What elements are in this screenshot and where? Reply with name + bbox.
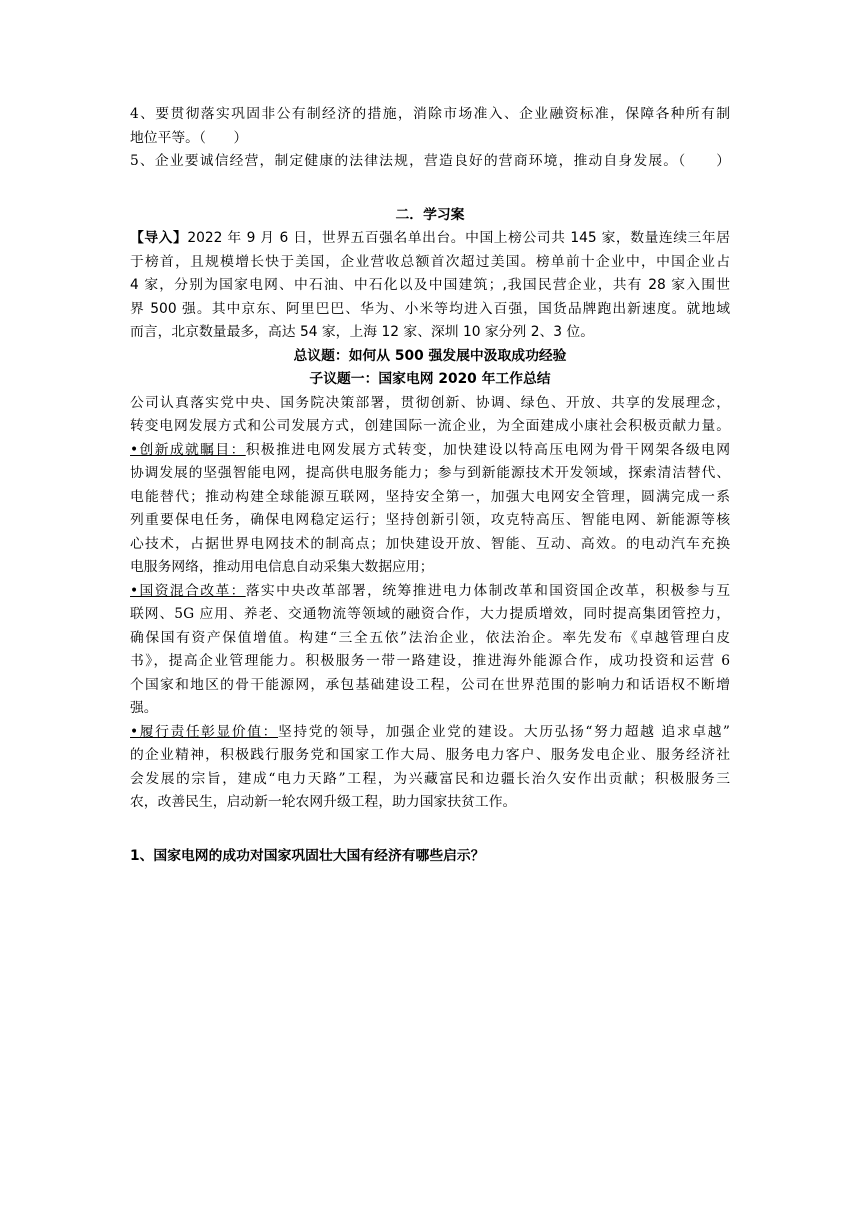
reform-line-6: 强。 xyxy=(130,700,158,716)
responsibility-label: •履行责任彰显价值： xyxy=(130,723,279,740)
summary-line-2: 转变电网发展方式和公司发展方式，创建国际一流企业，为全面建成小康社会积极贡献力量。 xyxy=(130,418,730,434)
innovation-line-2: 协调发展的坚强智能电网，提高供电服务能力；参与到新能源技术开发领域，探索清洁替代、 xyxy=(130,465,730,481)
intro-line-1 xyxy=(130,227,730,251)
document-page xyxy=(130,103,730,868)
innovation-line-4: 列重要保电任务，确保电网稳定运行；坚持创新引领，攻克特高压、智能电网、新能源等核 xyxy=(130,512,730,528)
reform-line-3: 确保国有资产保值增值。构建“三全五依”法治企业，依法治企。率先发布《卓越管理白皮 xyxy=(130,629,730,646)
reform-line-5: 个国家和地区的骨干能源网，承包基础建设工程，公司在世界范围的影响力和话语权不断增 xyxy=(130,676,730,693)
intro-line-5: 而言，北京数量最多，高达 54 家，上海 12 家、深圳 10 家分列 2、3 位。 xyxy=(130,324,595,340)
main-topic: 总议题：如何从 500 强发展中汲取成功经验 xyxy=(293,347,567,364)
sub-topic: 子议题一：国家电网 2020 年工作总结 xyxy=(309,371,551,387)
reform-line-2: 联网、5G 应用、养老、交通物流等领域的融资合作，大力提质增效，同时提高集团管控力， xyxy=(130,606,730,622)
responsibility-line-3: 会发展的宗旨，建成“电力天路”工程，为兴藏富民和边疆长治久安作出贡献；积极服务三 xyxy=(130,770,730,787)
responsibility-text-1: 坚持党的领导，加强企业党的建设。大历弘扬“努力超越 追求卓越” xyxy=(278,723,730,740)
intro-line-3: 4 家，分别为国家电网、中石油、中石化以及中国建筑；,我国民营企业，共有 28 家入围世 xyxy=(130,277,730,293)
reform-line-1 xyxy=(130,580,730,604)
innovation-line-6: 电服务网络，推动用电信息自动采集大数据应用； xyxy=(130,559,434,575)
innovation-line-1 xyxy=(130,439,730,463)
innovation-line-3: 电能替代；推动构建全球能源互联网，坚持安全第一，加强大电网安全管理，圆满完成一系 xyxy=(130,488,730,505)
reform-label: •国资混合改革： xyxy=(130,582,246,599)
responsibility-line-1 xyxy=(130,721,730,745)
intro-line-2: 于榜首，且规模增长快于美国，企业营收总额首次超过美国。榜单前十企业中，中国企业占 xyxy=(130,253,730,270)
innovation-text-1: 积极推进电网发展方式转变，加快建设以特高压电网为骨干网架各级电网 xyxy=(245,441,730,458)
intro-text-1: 2022 年 9 月 6 日，世界五百强名单出台。中国上榜公司共 145 家，数量连续三年居 xyxy=(187,230,731,246)
intro-line-4: 界 500 强。其中京东、阿里巴巴、华为、小米等均进入百强，国货品牌跑出新速度。就地域 xyxy=(130,300,730,317)
item-4-line-1: 4、要贯彻落实巩固非公有制经济的措施，消除市场准入、企业融资标准，保障各种所有制 xyxy=(130,106,730,122)
innovation-line-5: 心技术，占据世界电网技术的制高点；加快建设开放、智能、互动、高效。的电动汽车充换 xyxy=(130,535,730,552)
summary-line-1: 公司认真落实党中央、国务院决策部署，贯彻创新、协调、绿色、开放、共享的发展理念， xyxy=(130,394,730,411)
question-1: 1、国家电网的成功对国家巩固壮大国有经济有哪些启示？ xyxy=(130,847,485,864)
responsibility-line-4: 农，改善民生，启动新一轮农网升级工程，助力国家扶贫工作。 xyxy=(130,794,517,810)
responsibility-line-2: 的企业精神，积极践行服务党和国家工作大局、服务电力客户、服务发电企业、服务经济社 xyxy=(130,747,730,763)
item-5: 5、企业要诚信经营，制定健康的法律法规，营造良好的营商环境，推动自身发展。（ ） xyxy=(130,153,730,169)
section-title: 二．学习案 xyxy=(395,206,465,223)
item-4-line-2: 地位平等。（ ） xyxy=(130,129,248,146)
reform-line-4: 书》，提高企业管理能力。积极服务一带一路建设，推进海外能源合作，成功投资和运营 6 xyxy=(130,653,730,669)
reform-text-1: 落实中央改革部署，统筹推进电力体制改革和国资国企改革，积极参与互 xyxy=(245,582,730,599)
innovation-label: •创新成就瞩目： xyxy=(130,441,246,458)
intro-label: 【导入】 xyxy=(130,230,188,246)
